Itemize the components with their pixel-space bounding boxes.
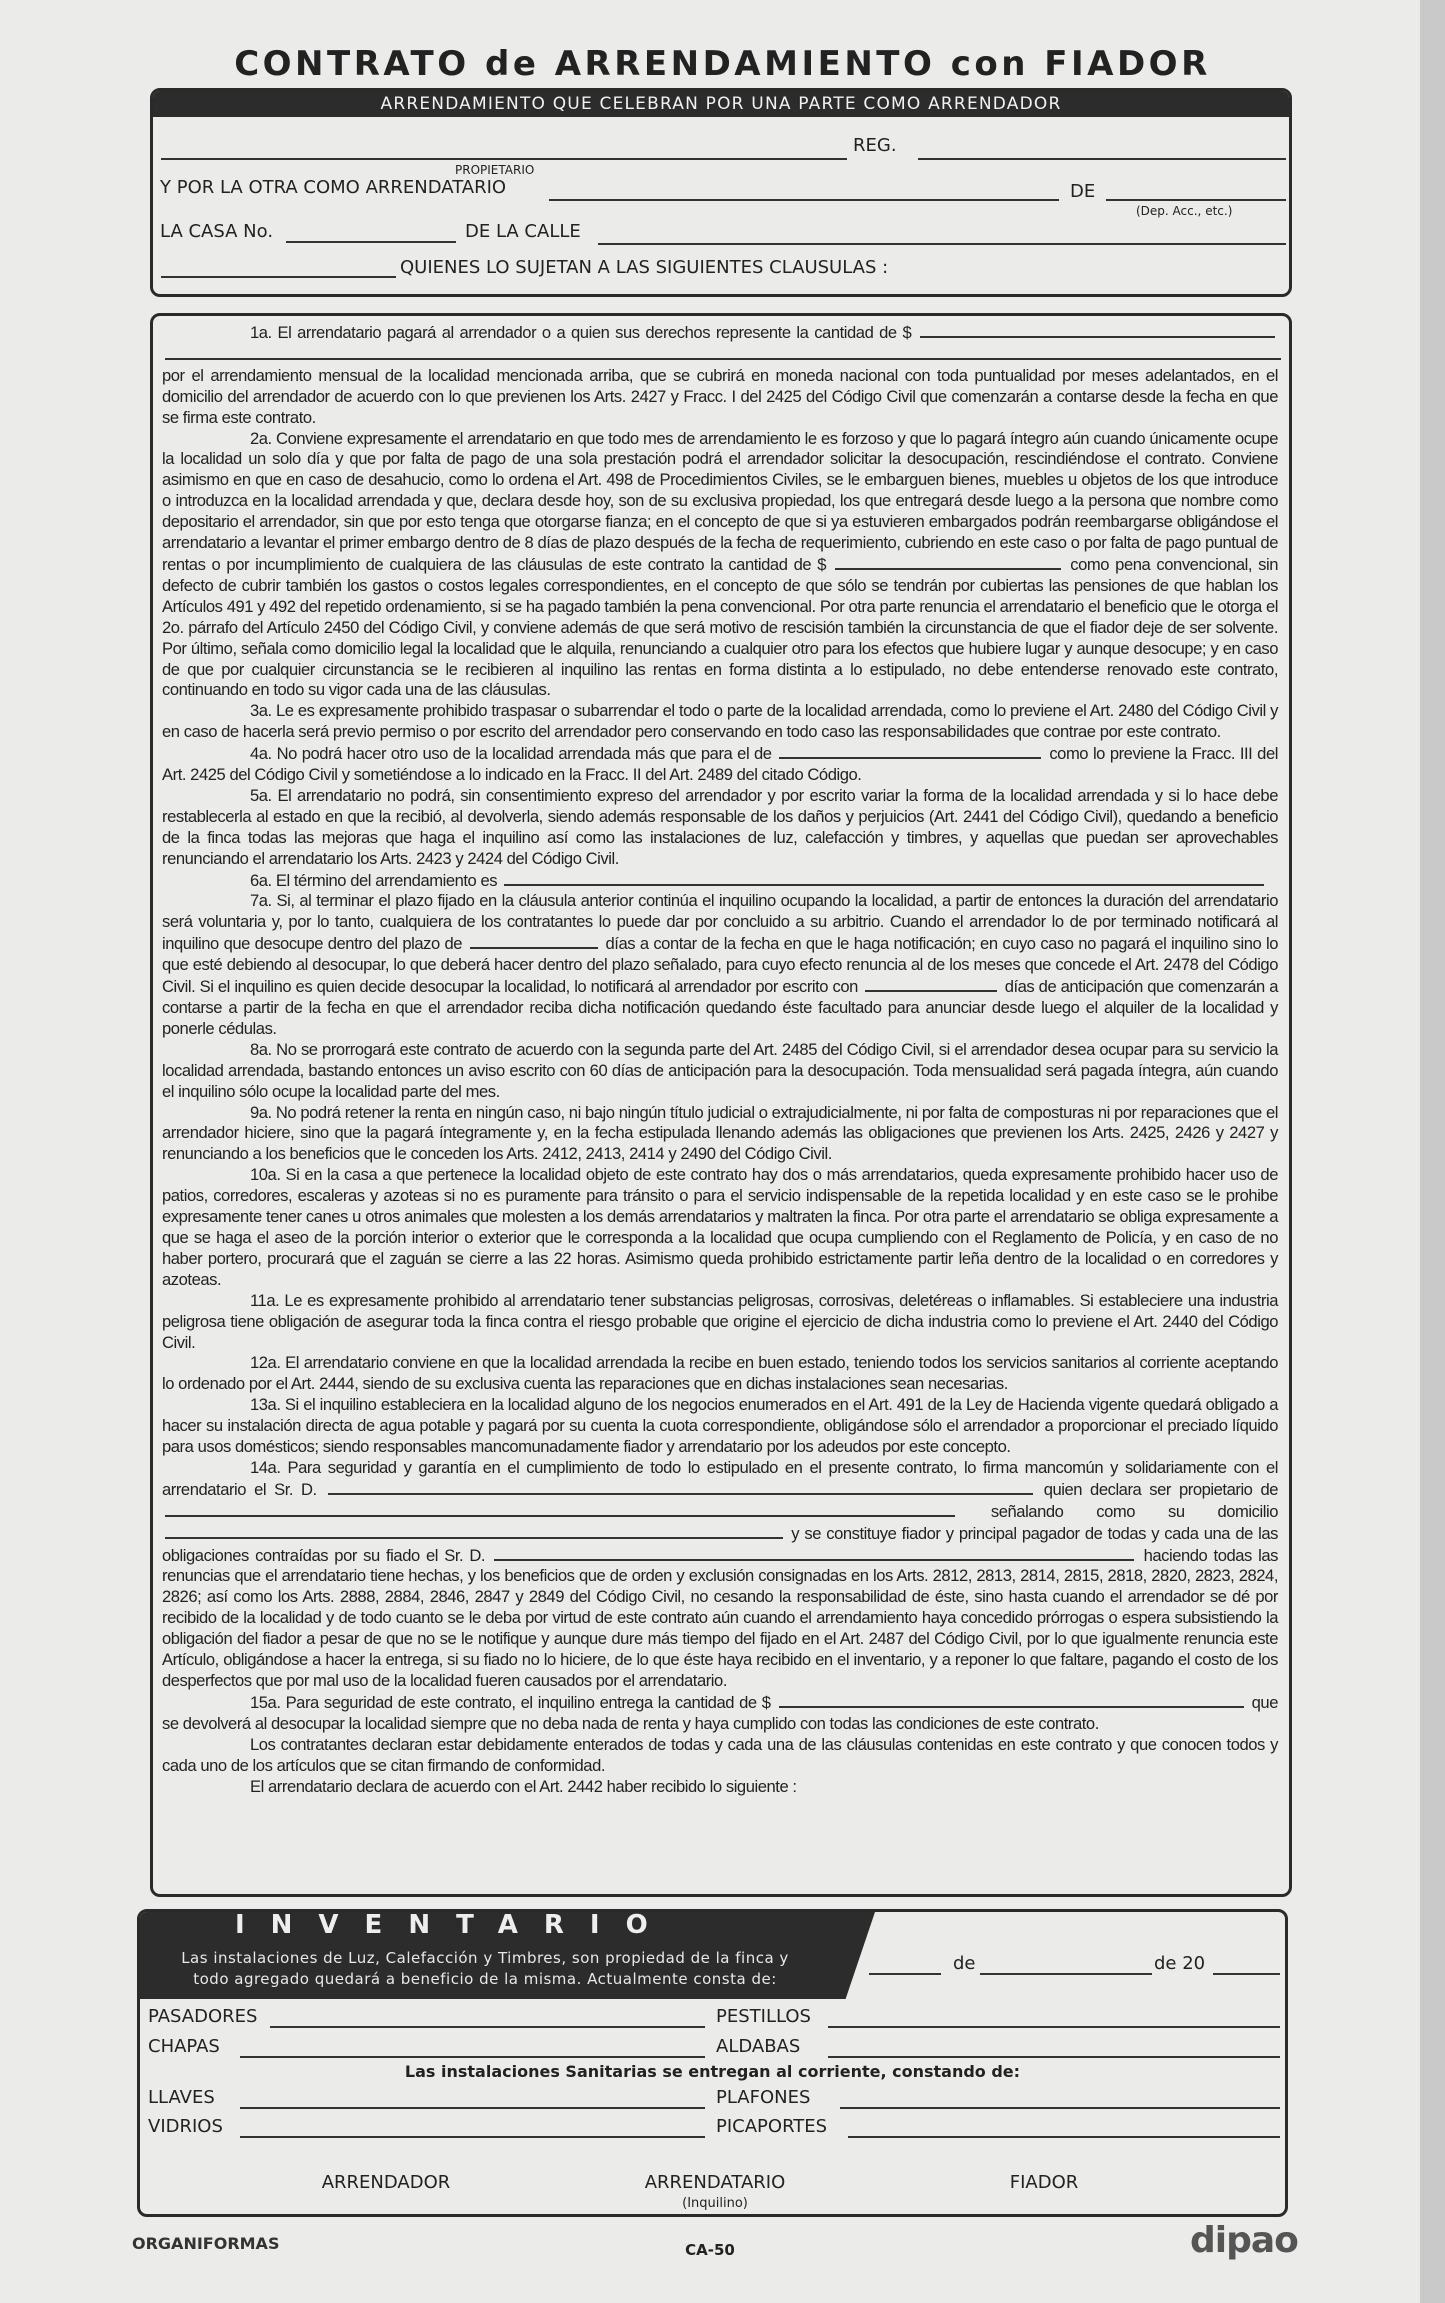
clause-10a <box>162 1165 1278 1290</box>
inventory-note <box>140 1948 830 1990</box>
blank-field[interactable] <box>165 1523 783 1539</box>
blank-field[interactable] <box>865 976 997 992</box>
propietario-label: PROPIETARIO <box>455 163 535 177</box>
parties-banner: ARRENDAMIENTO QUE CELEBRAN POR UNA PARTE COMO ARRENDADOR <box>153 91 1289 117</box>
clause-text: como pena convencional, sin defecto de cubrir también los gastos o costos legales correspondientes, en el concepto de que sólo se tendrán por cubiertas las pensiones de que hablan los Artículos 491 y 492 del repetido ordenamiento, si se ha pagado también la pena convencional. Por otra parte renuncia el arrendatario el beneficio que le otorga el 2o. párrafo del Artículo 2450 del Código Civil, y conviene además de que será motivo de rescisión también la circunstancia de que el fiador deje de ser solvente. Por último, señala como domicilio legal la localidad que le alquila, renunciando a cualquier otro para los efectos que hubiere lugar y aunque desocupe; y en caso de que por cualquier circunstancia se le recibieren al inquilino las rentas en forma distinta a lo estipulado, no debe entenderse renovado este contrato, continuando en todo su vigor cada una de las cláusulas. <box>162 554 1279 700</box>
document-title: CONTRATO de ARRENDAMIENTO con FIADOR <box>234 44 1211 84</box>
item-plafones-field[interactable] <box>840 2107 1280 2109</box>
blank-field[interactable] <box>920 322 1275 338</box>
item-llaves-field[interactable] <box>240 2107 705 2109</box>
clause-text: 3a. Le es expresamente prohibido traspasar o subarrendar el todo o parte de la localidad arrendada, como lo previene el Art. 2480 del Código Civil y en caso de hacerla será previo permiso o por escrito del arrendador pero conservando en todo caso las responsabilidades que contrae por este contrato. <box>162 701 1278 742</box>
dep-note: (Dep. Acc., etc.) <box>1136 204 1233 218</box>
item-aldabas-field[interactable] <box>828 2056 1280 2058</box>
item-picaportes-field[interactable] <box>848 2136 1280 2138</box>
clause-15a <box>162 1692 1278 1735</box>
clause-14a <box>162 1458 1278 1692</box>
inquilino-note: (Inquilino) <box>682 2196 748 2211</box>
inventory-title: INVENTARIO <box>235 1910 674 1940</box>
clause-text: 13a. Si el inquilino estableciera en la localidad alguno de los negocios enumerados en el Art. 491 de la Ley de Hacienda vigente quedará obligado a hacer su instalación directa de agua potable y pagará por su cuenta la cuota correspondiente, obligándose sólo el arrendador a proporcionar el preciado líquido para usos domésticos; siendo responsables mancomunadamente fiador y arrendatario por los adeudos por este concepto. <box>162 1395 1278 1457</box>
clause-9a <box>162 1103 1278 1166</box>
de-label: DE <box>1070 181 1096 202</box>
clause-text: 14a. Para seguridad y garantía en el cumplimiento de todo lo estipulado en el presente contrato, lo firma mancomún y solidariamente con el arrendatario el Sr. D. <box>162 1457 1278 1499</box>
date-de-label: de <box>953 1953 976 1974</box>
item-pestillos-label: PESTILLOS <box>716 2006 811 2027</box>
clause-12a <box>162 1353 1278 1395</box>
date-month-field[interactable] <box>980 1973 1152 1975</box>
blank-field[interactable] <box>328 1479 1033 1495</box>
date-day-field[interactable] <box>869 1973 941 1975</box>
form-code: CA-50 <box>685 2241 735 2259</box>
clause-text: 6a. El término del arrendamiento es <box>250 870 498 890</box>
clause-13a <box>162 1395 1278 1458</box>
dep-field[interactable] <box>1106 199 1286 201</box>
clause-text: señalando como su domicilio <box>990 1501 1278 1521</box>
signature-arrendatario: ARRENDATARIO <box>644 2172 786 2193</box>
signature-fiador: FIADOR <box>1009 2172 1079 2193</box>
clause-3a <box>162 701 1278 743</box>
clause-text: haciendo todas las renuncias que el arrendatario tiene hechas, y los beneficios que de orden y exclusión consignadas en los Arts. 2812, 2813, 2814, 2815, 2818, 2820, 2823, 2824, 2826; así como los Arts. 2888, 2884, 2846, 2847 y 2849 del Código Civil, no cesando la responsabilidad de éste, sino hasta cuando el arrendador se dé por recibido de la localidad y de todo cuanto se le deba por virtud de este contrato aún cuando el arrendamiento haya concedido prórrogas o espera subsistiendo la obligación del fiador a pesar de que no se le notifique y aunque dure más tiempo del fijado en el Art. 2487 del Código Civil, por lo que igualmente renuncia este Artículo, obligándose a hacer la entrega, si su fiado no lo hiciere, de lo que éste haya recibido en el inventario, y a reponer lo que faltare, pagando el costo de los desperfectos que por mal uso de la localidad fueren causados por el arrendatario. <box>162 1545 1278 1690</box>
blank-field[interactable] <box>165 1501 955 1517</box>
clausulas-label: QUIENES LO SUJETAN A LAS SIGUIENTES CLAUSULAS : <box>400 257 889 278</box>
clause-4a <box>162 743 1278 786</box>
item-pasadores-field[interactable] <box>270 2026 705 2028</box>
background-edge <box>1420 0 1445 2303</box>
clause-recibido <box>162 1777 1278 1798</box>
clause-text: por el arrendamiento mensual de la localidad mencionada arriba, que se cubrirá en moneda nacional con toda puntualidad por meses adelantados, en el domicilio del arrendador de acuerdo con lo que previenen los Arts. 2427 y Fracc. I del 2425 del Código Civil que comenzarán a contarse desde la fecha en que se firma este contrato. <box>162 365 1278 427</box>
clause-text: 12a. El arrendatario conviene en que la localidad arrendada la recibe en buen estado, teniendo todos los servicios sanitarios al corriente aceptando lo ordenado por el Art. 2444, siendo de su exclusiva cuenta las reparaciones que en dichas instalaciones sean necesarias. <box>162 1353 1278 1394</box>
reg-label: REG. <box>853 135 897 156</box>
date-year-field[interactable] <box>1213 1973 1280 1975</box>
sanitarias-heading: Las instalaciones Sanitarias se entregan al corriente, constando de: <box>404 2062 1021 2081</box>
clause-text: Los contratantes declaran estar debidamente enterados de todas y cada una de las cláusulas contenidas en este contrato y que conocen todos y cada uno de los artículos que se citan firmando de conformidad. <box>162 1734 1278 1775</box>
clause-text: 1a. El arrendatario pagará al arrendador o a quien sus derechos represente la cantidad de $ <box>250 323 912 342</box>
clause-text: 15a. Para seguridad de este contrato, el inquilino entrega la cantidad de $ <box>250 1692 771 1712</box>
clause-text: como lo previene la Fracc. III del Art. 2425 del Código Civil y sometiéndose a lo indicado en la Fracc. II del Art. 2489 del citado Código. <box>162 744 1278 785</box>
clause-text: 5a. El arrendatario no podrá, sin consentimiento expreso del arrendador y por escrito variar la forma de la localidad arrendada y si lo hace debe restablecerla al estado en que la recibió, al devolverla, siendo además responsable de los daños y perjuicios (Art. 2441 del Código Civil), quedando a beneficio de la finca todas las mejoras que haga el inquilino así como las instalaciones de luz, calefacción y timbres, y aquellas que puedan ser aprovechables renunciando el arrendatario los Arts. 2423 y 2424 del Código Civil. <box>162 785 1278 868</box>
casa-number-field[interactable] <box>286 241 456 243</box>
clause-text: 9a. No podrá retener la renta en ningún caso, ni bajo ningún título judicial o extrajudicialmente, ni por falta de composturas ni por reparaciones que el arrendador hiciere, sino que la pagará íntegramente y, en la fecha estipulada llenando además las obligaciones que previenen los Arts. 2425, 2426 y 2427 y renunciando a los beneficios que le conceden los Arts. 2412, 2413, 2414 y 2490 del Código Civil. <box>162 1102 1278 1164</box>
casa-label: LA CASA No. <box>160 221 274 242</box>
clause-text: 8a. No se prorrogará este contrato de acuerdo con la segunda parte del Art. 2485 del Código Civil, si el arrendador desea ocupar para su servicio la localidad arrendada, bastando entonces un aviso escrito con 60 días de anticipación para la desocupación. Toda mensualidad será pagada íntegra, aún cuando el inquilino sólo ocupe la localidad parte del mes. <box>162 1039 1278 1101</box>
blank-field[interactable] <box>494 1545 1134 1561</box>
clause-conformidad <box>162 1735 1278 1777</box>
reg-field[interactable] <box>918 158 1286 160</box>
item-vidrios-label: VIDRIOS <box>148 2116 223 2137</box>
clause-text: días de anticipación que comenzarán a contarse a partir de la fecha en que el arrendador reciba dicha notificación quedando éste facultado para anunciar desde luego el alquiler de la localidad y ponerle cédulas. <box>162 977 1278 1038</box>
clause-2a <box>162 429 1278 702</box>
clause-1a <box>162 322 1278 429</box>
arrendatario-field[interactable] <box>549 199 1059 201</box>
blank-field[interactable] <box>779 1692 1244 1708</box>
clauses-text <box>162 322 1278 1797</box>
blank-field[interactable] <box>504 870 1264 886</box>
clause-6a <box>162 870 1278 892</box>
item-pestillos-field[interactable] <box>828 2026 1280 2028</box>
clause-11a <box>162 1291 1278 1354</box>
arrendatario-label: Y POR LA OTRA COMO ARRENDATARIO <box>160 177 507 198</box>
item-chapas-field[interactable] <box>240 2056 705 2058</box>
clause-7a <box>162 891 1278 1039</box>
clause-text: El arrendatario declara de acuerdo con el Art. 2442 haber recibido lo siguiente : <box>250 1776 797 1796</box>
item-llaves-label: LLAVES <box>148 2087 215 2108</box>
dipao-logo: dipao <box>1190 2220 1298 2261</box>
clause-5a <box>162 786 1278 870</box>
clause-text: que se devolverá al desocupar la localidad siempre que no deba nada de renta y haya cumplido con todas las condiciones de este contrato. <box>162 1692 1278 1733</box>
inventory-section <box>137 1909 1288 2217</box>
parties-extra-field[interactable] <box>161 276 396 278</box>
item-pasadores-label: PASADORES <box>148 2006 258 2027</box>
clause-text: 4a. No podrá hacer otro uso de la localidad arrendada más que para el de <box>250 744 772 764</box>
clause-text: 2a. Conviene expresamente el arrendatario en que todo mes de arrendamiento le es forzoso y que lo pagará íntegro aún cuando únicamente ocupe la localidad un solo día y que por falta de pago de una sola prestación podrá el arrendador solicitar la desocupación, rescindiéndose el contrato. Conviene asimismo en que en caso de desahucio, como lo ordena el Art. 498 de Procedimientos Civiles, se le embarguen bienes, muebles u objetos de los que introduce o introduzca en la localidad arrendada y que, declara desde hoy, son de su exclusiva propiedad, los que entregará desde luego a la persona que nombre como depositario el arrendador, sin que por esto tenga que otorgarse fianza; en el concepto de que si ya estuvieren embargados podrán reembargarse obligándose el arrendatario a levantar el primer embargo dentro de 8 días de plazo después de la fecha de requerimiento, cubriendo en este caso o por falta de pago puntual de rentas o por incumplimiento de cualquiera de las cláusulas de este contrato la cantidad de $ <box>162 428 1278 574</box>
item-aldabas-label: ALDABAS <box>716 2036 801 2057</box>
blank-field[interactable] <box>165 344 1281 360</box>
item-plafones-label: PLAFONES <box>716 2087 811 2108</box>
clause-text: 11a. Le es expresamente prohibido al arrendatario tener substancias peligrosas, corrosivas, deletéreas o inflamables. Si estableciere una industria peligrosa tiene obligación de asegurar toda la finca contra el riesgo probable que origine el ejercicio de dicha industria como lo previene el Art. 2440 del Código Civil. <box>162 1290 1278 1352</box>
signature-arrendador: ARRENDADOR <box>321 2172 451 2193</box>
inventory-note-line2: todo agregado quedará a beneficio de la misma. Actualmente consta de: <box>193 1970 777 1988</box>
clause-8a <box>162 1040 1278 1103</box>
propietario-field[interactable] <box>161 158 847 160</box>
clause-text: días a contar de la fecha en que le haga notificación; en cuyo caso no pagará el inquilino sino lo que esté debiendo al desocupar, lo que deberá hacer dentro del plazo señalado, para cuyo efecto renuncia al de los meses que concede el Art. 2478 del Código Civil. Si el inquilino es quien decide desocupar la localidad, lo notificará al arrendador por escrito con <box>162 934 1278 997</box>
inventory-note-line1: Las instalaciones de Luz, Calefacción y Timbres, son propiedad de la finca y <box>181 1949 789 1967</box>
date-year-label: de 20 <box>1154 1953 1206 1974</box>
organiformas-logo: ORGANIFORMAS <box>132 2234 280 2253</box>
blank-field[interactable] <box>835 554 1061 570</box>
parties-section <box>150 88 1292 297</box>
clause-text: 7a. Si, al terminar el plazo fijado en la cláusula anterior continúa el inquilino ocupando la localidad, a partir de entonces la duración del arrendatario será voluntaria y, por lo tanto, cualquiera de los contratantes lo puede dar por concluido a su arbitrio. Cuando el arrendador lo de por terminado notificará al inquilino que desocupe dentro del plazo de <box>162 891 1278 954</box>
clauses-section <box>150 313 1292 1897</box>
calle-field[interactable] <box>598 243 1286 245</box>
item-picaportes-label: PICAPORTES <box>716 2116 828 2137</box>
item-vidrios-field[interactable] <box>240 2136 705 2138</box>
clause-text: 10a. Si en la casa a que pertenece la localidad objeto de este contrato hay dos o más arrendatarios, queda expresamente prohibido hacer uso de patios, corredores, escaleras y azoteas si no es puramente para tránsito o para el servicio indispensable de la repetida localidad y en este caso se le prohibe expresamente tener canes u otros animales que molesten a los demás arrendatarios y maltraten la finca. Por otra parte el arrendatario se obliga expresamente a que se haga el aseo de la porción interior o exterior que le corresponda a la localidad que ocupa cumpliendo con el Reglamento de Policía, y en caso de no haber portero, procurará que el zaguán se cierre a las 22 horas. Asimismo queda prohibido estrictamente partir leña dentro de la localidad o en corredores y azoteas. <box>162 1165 1278 1289</box>
clause-text: y se constituye fiador y principal pagador de todas y cada una de las obligaciones contraídas por su fiado el Sr. D. <box>162 1523 1278 1565</box>
item-chapas-label: CHAPAS <box>148 2036 220 2057</box>
blank-field[interactable] <box>779 743 1041 759</box>
blank-field[interactable] <box>470 933 598 949</box>
clause-text: quien declara ser propietario de <box>1043 1479 1279 1499</box>
calle-label: DE LA CALLE <box>465 221 581 242</box>
